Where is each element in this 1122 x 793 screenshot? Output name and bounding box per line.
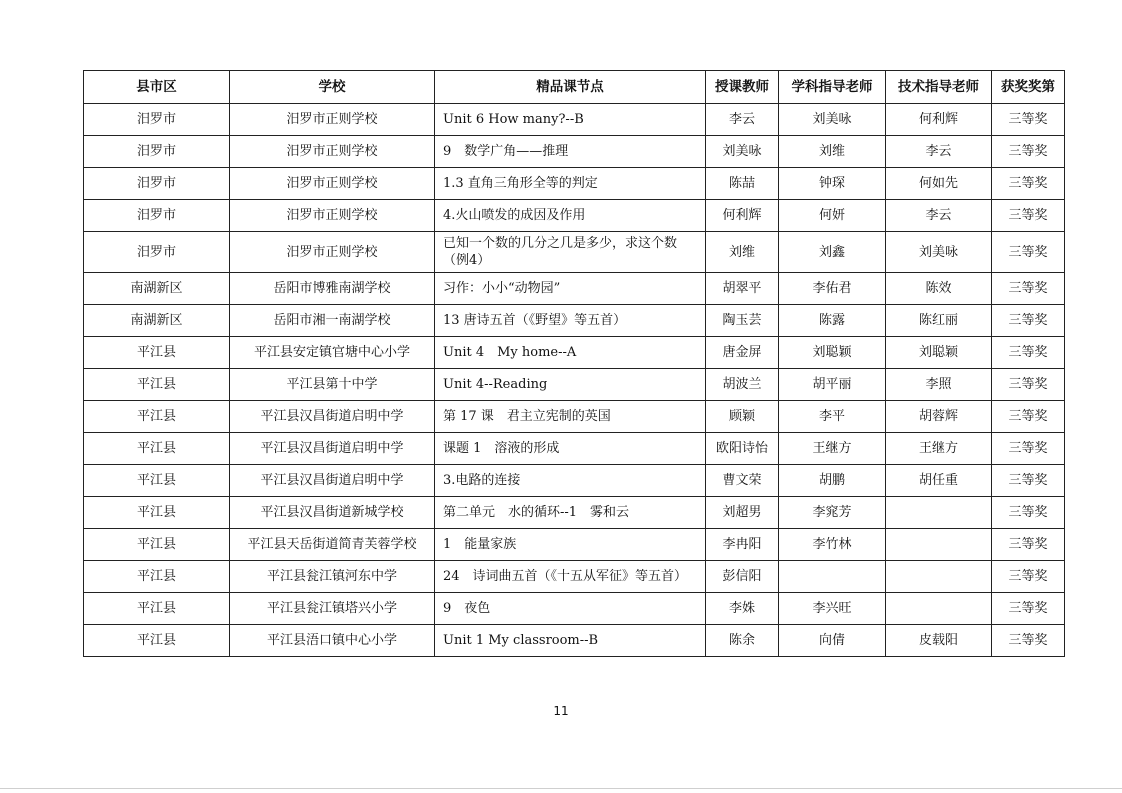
tech-advisor-cell: 李云 (886, 200, 992, 232)
school-cell: 平江县汉昌街道新城学校 (230, 497, 435, 529)
tech-advisor-cell: 王继方 (886, 433, 992, 465)
lesson-cell: 1 能量家族 (435, 529, 706, 561)
table-row (84, 529, 1065, 561)
teacher-cell: 胡翠平 (706, 273, 779, 305)
table-row (84, 168, 1065, 200)
award-cell: 三等奖 (992, 625, 1065, 657)
subject-advisor-cell: 刘鑫 (779, 232, 886, 273)
county-cell: 平江县 (84, 337, 230, 369)
teacher-cell: 李冉阳 (706, 529, 779, 561)
teacher-cell: 欧阳诗怡 (706, 433, 779, 465)
lesson-cell: Unit 1 My classroom--B (435, 625, 706, 657)
award-cell: 三等奖 (992, 369, 1065, 401)
county-cell: 汨罗市 (84, 168, 230, 200)
lesson-cell: 已知一个数的几分之几是多少，求这个数（例4） (435, 232, 706, 273)
subject-advisor-cell: 王继方 (779, 433, 886, 465)
lesson-cell: 24 诗词曲五首（《十五从军征》等五首） (435, 561, 706, 593)
school-cell: 平江县汉昌街道启明中学 (230, 433, 435, 465)
county-cell: 南湖新区 (84, 305, 230, 337)
award-cell: 三等奖 (992, 433, 1065, 465)
lesson-cell: 1.3 直角三角形全等的判定 (435, 168, 706, 200)
lesson-cell: 9 夜色 (435, 593, 706, 625)
award-cell: 三等奖 (992, 104, 1065, 136)
teacher-cell: 陈余 (706, 625, 779, 657)
table-row (84, 232, 1065, 273)
award-cell: 三等奖 (992, 337, 1065, 369)
award-cell: 三等奖 (992, 465, 1065, 497)
teacher-cell: 刘维 (706, 232, 779, 273)
tech-advisor-cell: 何如先 (886, 168, 992, 200)
tech-advisor-cell: 李云 (886, 136, 992, 168)
teacher-cell: 何利辉 (706, 200, 779, 232)
award-cell: 三等奖 (992, 200, 1065, 232)
teacher-cell: 胡波兰 (706, 369, 779, 401)
awards-table (83, 70, 1065, 657)
school-cell: 平江县浯口镇中心小学 (230, 625, 435, 657)
tech-advisor-cell: 皮载阳 (886, 625, 992, 657)
teacher-cell: 彭信阳 (706, 561, 779, 593)
lesson-cell: 13 唐诗五首（《野望》等五首） (435, 305, 706, 337)
tech-advisor-cell (886, 593, 992, 625)
header-county: 县市区 (84, 71, 230, 104)
subject-advisor-cell: 刘维 (779, 136, 886, 168)
county-cell: 汨罗市 (84, 136, 230, 168)
county-cell: 平江县 (84, 465, 230, 497)
subject-advisor-cell: 刘聪颖 (779, 337, 886, 369)
table-row (84, 625, 1065, 657)
lesson-cell: Unit 4 My home--A (435, 337, 706, 369)
county-cell: 平江县 (84, 593, 230, 625)
lesson-cell: 课题 1 溶液的形成 (435, 433, 706, 465)
page-number: 11 (553, 704, 569, 718)
lesson-cell: Unit 6 How many?--B (435, 104, 706, 136)
county-cell: 平江县 (84, 369, 230, 401)
subject-advisor-cell (779, 561, 886, 593)
county-cell: 平江县 (84, 529, 230, 561)
tech-advisor-cell (886, 529, 992, 561)
lesson-cell: 3.电路的连接 (435, 465, 706, 497)
school-cell: 平江县瓮江镇塔兴小学 (230, 593, 435, 625)
table-row (84, 561, 1065, 593)
county-cell: 平江县 (84, 433, 230, 465)
award-cell: 三等奖 (992, 561, 1065, 593)
award-cell: 三等奖 (992, 168, 1065, 200)
school-cell: 平江县汉昌街道启明中学 (230, 401, 435, 433)
table-row (84, 104, 1065, 136)
subject-advisor-cell: 李平 (779, 401, 886, 433)
teacher-cell: 李云 (706, 104, 779, 136)
lesson-cell: 第二单元 水的循环--1 雾和云 (435, 497, 706, 529)
award-cell: 三等奖 (992, 401, 1065, 433)
table-row (84, 200, 1065, 232)
table-row (84, 401, 1065, 433)
header-tech-advisor: 技术指导老师 (886, 71, 992, 104)
table-row (84, 136, 1065, 168)
tech-advisor-cell: 李照 (886, 369, 992, 401)
lesson-cell: Unit 4--Reading (435, 369, 706, 401)
tech-advisor-cell: 陈红丽 (886, 305, 992, 337)
award-cell: 三等奖 (992, 497, 1065, 529)
tech-advisor-cell (886, 561, 992, 593)
county-cell: 平江县 (84, 401, 230, 433)
teacher-cell: 李姝 (706, 593, 779, 625)
subject-advisor-cell: 钟琛 (779, 168, 886, 200)
award-cell: 三等奖 (992, 529, 1065, 561)
award-cell: 三等奖 (992, 273, 1065, 305)
school-cell: 岳阳市博雅南湖学校 (230, 273, 435, 305)
teacher-cell: 顾颖 (706, 401, 779, 433)
table-row (84, 433, 1065, 465)
teacher-cell: 刘超男 (706, 497, 779, 529)
header-lesson: 精品课节点 (435, 71, 706, 104)
school-cell: 平江县瓮江镇河东中学 (230, 561, 435, 593)
table-row (84, 465, 1065, 497)
lesson-cell: 9 数学广角——推理 (435, 136, 706, 168)
school-cell: 汨罗市正则学校 (230, 136, 435, 168)
header-row (84, 71, 1065, 104)
award-cell: 三等奖 (992, 305, 1065, 337)
tech-advisor-cell: 刘美咏 (886, 232, 992, 273)
award-cell: 三等奖 (992, 593, 1065, 625)
subject-advisor-cell: 李兴旺 (779, 593, 886, 625)
header-school: 学校 (230, 71, 435, 104)
school-cell: 汨罗市正则学校 (230, 168, 435, 200)
county-cell: 平江县 (84, 497, 230, 529)
school-cell: 岳阳市湘一南湖学校 (230, 305, 435, 337)
table-row (84, 273, 1065, 305)
teacher-cell: 刘美咏 (706, 136, 779, 168)
subject-advisor-cell: 李竹林 (779, 529, 886, 561)
header-subject-advisor: 学科指导老师 (779, 71, 886, 104)
county-cell: 平江县 (84, 561, 230, 593)
teacher-cell: 曹文荣 (706, 465, 779, 497)
subject-advisor-cell: 陈露 (779, 305, 886, 337)
school-cell: 平江县安定镇官塘中心小学 (230, 337, 435, 369)
header-teacher: 授课教师 (706, 71, 779, 104)
county-cell: 汨罗市 (84, 200, 230, 232)
header-award: 获奖奖第 (992, 71, 1065, 104)
subject-advisor-cell: 胡鹏 (779, 465, 886, 497)
school-cell: 汨罗市正则学校 (230, 232, 435, 273)
county-cell: 汨罗市 (84, 104, 230, 136)
school-cell: 平江县天岳街道简青芙蓉学校 (230, 529, 435, 561)
school-cell: 平江县汉昌街道启明中学 (230, 465, 435, 497)
teacher-cell: 唐金屏 (706, 337, 779, 369)
tech-advisor-cell (886, 497, 992, 529)
school-cell: 汨罗市正则学校 (230, 104, 435, 136)
page-bottom-edge (0, 788, 1122, 789)
school-cell: 平江县第十中学 (230, 369, 435, 401)
county-cell: 平江县 (84, 625, 230, 657)
subject-advisor-cell: 李窕芳 (779, 497, 886, 529)
tech-advisor-cell: 陈效 (886, 273, 992, 305)
table-row (84, 369, 1065, 401)
table-row (84, 305, 1065, 337)
award-cell: 三等奖 (992, 136, 1065, 168)
subject-advisor-cell: 向倩 (779, 625, 886, 657)
tech-advisor-cell: 刘聪颖 (886, 337, 992, 369)
county-cell: 汨罗市 (84, 232, 230, 273)
table-row (84, 593, 1065, 625)
lesson-cell: 4.火山喷发的成因及作用 (435, 200, 706, 232)
subject-advisor-cell: 刘美咏 (779, 104, 886, 136)
award-cell: 三等奖 (992, 232, 1065, 273)
county-cell: 南湖新区 (84, 273, 230, 305)
lesson-cell: 第 17 课 君主立宪制的英国 (435, 401, 706, 433)
teacher-cell: 陈喆 (706, 168, 779, 200)
school-cell: 汨罗市正则学校 (230, 200, 435, 232)
subject-advisor-cell: 李佑君 (779, 273, 886, 305)
table-row (84, 337, 1065, 369)
tech-advisor-cell: 何利辉 (886, 104, 992, 136)
tech-advisor-cell: 胡任重 (886, 465, 992, 497)
table-row (84, 497, 1065, 529)
subject-advisor-cell: 胡平丽 (779, 369, 886, 401)
tech-advisor-cell: 胡蓉辉 (886, 401, 992, 433)
teacher-cell: 陶玉芸 (706, 305, 779, 337)
lesson-cell: 习作：小小“动物园” (435, 273, 706, 305)
subject-advisor-cell: 何妍 (779, 200, 886, 232)
